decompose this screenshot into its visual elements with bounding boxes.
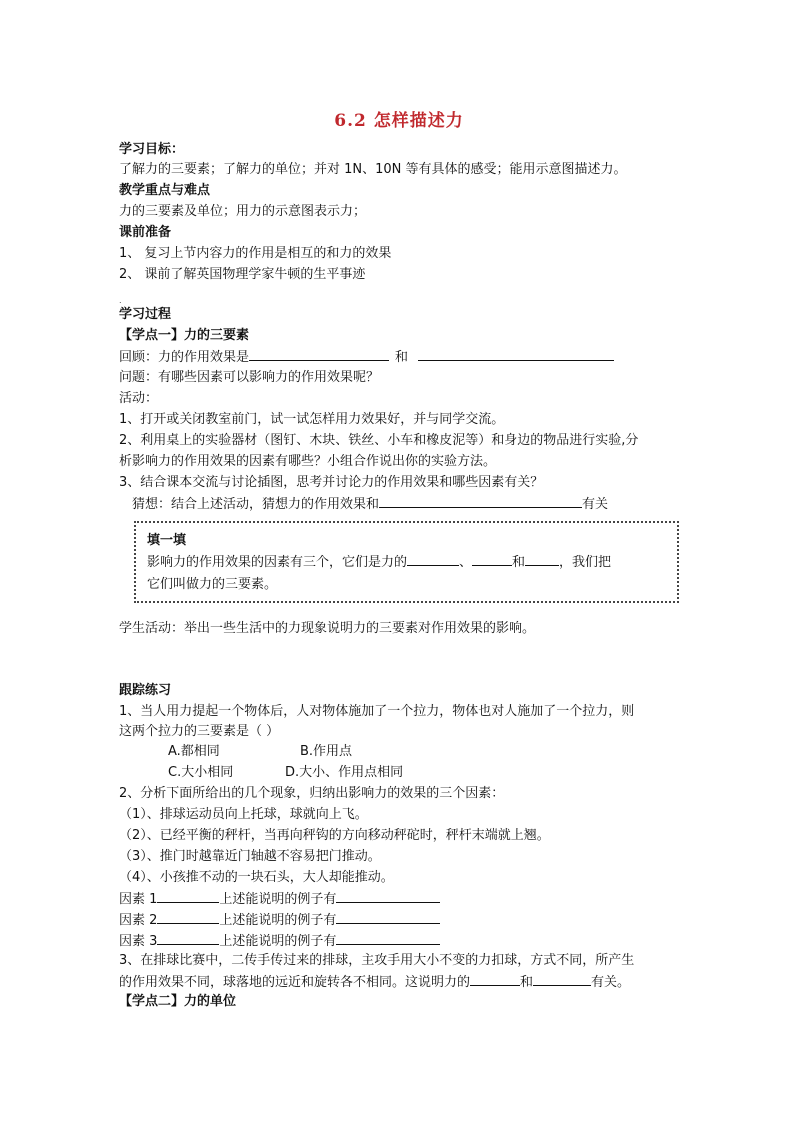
fill-box-line-1 (147, 553, 667, 572)
page-title: 6.2 怎样描述力 (334, 111, 464, 131)
factor-3-example-text: 上述能说明的例子有 (219, 934, 337, 949)
point2-heading: 【学点二】力的单位 (119, 994, 237, 1009)
factor-3-label: 因素 3 (119, 934, 158, 949)
guess-line (132, 495, 608, 513)
phenomenon-2: （2）、已经平衡的秤杆，当再向秤钩的方向移动秤砣时，秤杆末端就上翘。 (119, 828, 550, 843)
practice-heading: 跟踪练习 (119, 683, 172, 698)
goals-text: 了解力的三要素；了解力的单位；并对 1N、10N 等有具体的感受；能用示意图描述力。 (119, 162, 627, 177)
fill-box-blank-3[interactable] (525, 553, 559, 566)
option-c[interactable]: C.大小相同 (168, 765, 234, 780)
factor-3-blank[interactable] (157, 932, 219, 945)
question-2: 2、分析下面所给出的几个现象，归纳出影响力的效果的三个因素： (119, 786, 505, 801)
phenomenon-4: （4）、小孩推不动的一块石头，大人却能推动。 (119, 870, 394, 885)
stray-dot: . (119, 296, 122, 305)
review-and: 和 (395, 350, 409, 365)
activity-1: 1、打开或关闭教室前门，试一试怎样用力效果好，并与同学交流。 (119, 412, 505, 427)
guess-text: 猜想：结合上述活动，猜想力的作用效果和 (132, 497, 380, 512)
question-3b-text: 的作用效果不同，球落地的远近和旋转各不相同。这说明力的 (119, 975, 471, 990)
fill-in-box (134, 521, 679, 603)
option-a[interactable]: A.都相同 (168, 744, 220, 759)
factor-1-example-blank[interactable] (336, 890, 440, 903)
factor-1-line (119, 890, 440, 908)
prep-heading: 课前准备 (119, 225, 172, 240)
factor-2-example-blank[interactable] (336, 911, 440, 924)
key-heading: 教学重点与难点 (119, 183, 211, 198)
question-3b (119, 973, 630, 991)
option-b[interactable]: B.作用点 (300, 744, 353, 759)
activity-label: 活动： (119, 391, 159, 406)
factor-2-label: 因素 2 (119, 913, 158, 928)
process-heading: 学习过程 (119, 307, 172, 322)
activity-2b: 析影响力的作用效果的因素有哪些？小组合作说出你的实验方法。 (119, 454, 497, 469)
question-3a: 3、在排球比赛中，二传手传过来的排球，主攻手用大小不变的力扣球，方式不同，所产生 (119, 953, 635, 968)
fill-box-text-1: 影响力的作用效果的因素有三个，它们是力的 (147, 555, 408, 570)
question-3b-suffix: 有关。 (591, 975, 631, 990)
factor-2-blank[interactable] (157, 911, 219, 924)
factor-1-example-text: 上述能说明的例子有 (219, 892, 337, 907)
guess-blank[interactable] (379, 495, 582, 508)
factor-1-blank[interactable] (157, 890, 219, 903)
activity-3: 3、结合课本交流与讨论插图，思考并讨论力的作用效果和哪些因素有关？ (119, 475, 544, 490)
student-activity: 学生活动：举出一些生活中的力现象说明力的三要素对作用效果的影响。 (119, 621, 536, 636)
factor-3-example-blank[interactable] (336, 932, 440, 945)
point1-heading: 【学点一】力的三要素 (119, 328, 250, 343)
goals-heading: 学习目标： (119, 142, 185, 157)
factor-3-line (119, 932, 440, 950)
fill-box-line-2: 它们叫做力的三要素。 (147, 577, 278, 592)
fill-box-text-2: ，我们把 (559, 555, 612, 570)
guess-suffix: 有关 (582, 497, 609, 512)
fill-box-sep-1: 、 (459, 555, 473, 570)
review-blank-2[interactable] (418, 348, 614, 361)
fill-box-blank-2[interactable] (472, 553, 512, 566)
activity-2a: 2、利用桌上的实验器材（图钉、木块、铁丝、小车和橡皮泥等）和身边的物品进行实验,分 (119, 433, 639, 448)
key-text: 力的三要素及单位；用力的示意图表示力； (119, 204, 367, 219)
option-d[interactable]: D.大小、作用点相同 (285, 765, 404, 780)
fill-box-blank-1[interactable] (407, 553, 459, 566)
question-3b-and: 和 (520, 975, 534, 990)
phenomenon-3: （3）、推门时越靠近门轴越不容易把门推动。 (119, 849, 381, 864)
prep-item-1: 1、 复习上节内容力的作用是相互的和力的效果 (119, 246, 392, 261)
question-3-blank-1[interactable] (470, 973, 520, 986)
factor-1-label: 因素 1 (119, 892, 158, 907)
fill-box-and: 和 (512, 555, 526, 570)
prep-item-2: 2、 课前了解英国物理学家牛顿的生平事迹 (119, 267, 366, 282)
review-blank-1[interactable] (249, 348, 389, 361)
factor-2-line (119, 911, 440, 929)
review-text: 回顾：力的作用效果是 (119, 350, 250, 365)
question-3-blank-2[interactable] (533, 973, 591, 986)
question-line: 问题：有哪些因素可以影响力的作用效果呢？ (119, 370, 380, 385)
phenomenon-1: （1）、排球运动员向上托球，球就向上飞。 (119, 807, 368, 822)
question-1b: 这两个拉力的三要素是（ ） (119, 724, 280, 739)
review-line (119, 348, 614, 366)
question-1a: 1、当人用力提起一个物体后，人对物体施加了一个拉力，物体也对人施加了一个拉力，则 (119, 704, 635, 719)
factor-2-example-text: 上述能说明的例子有 (219, 913, 337, 928)
fill-box-heading: 填一填 (147, 533, 187, 548)
